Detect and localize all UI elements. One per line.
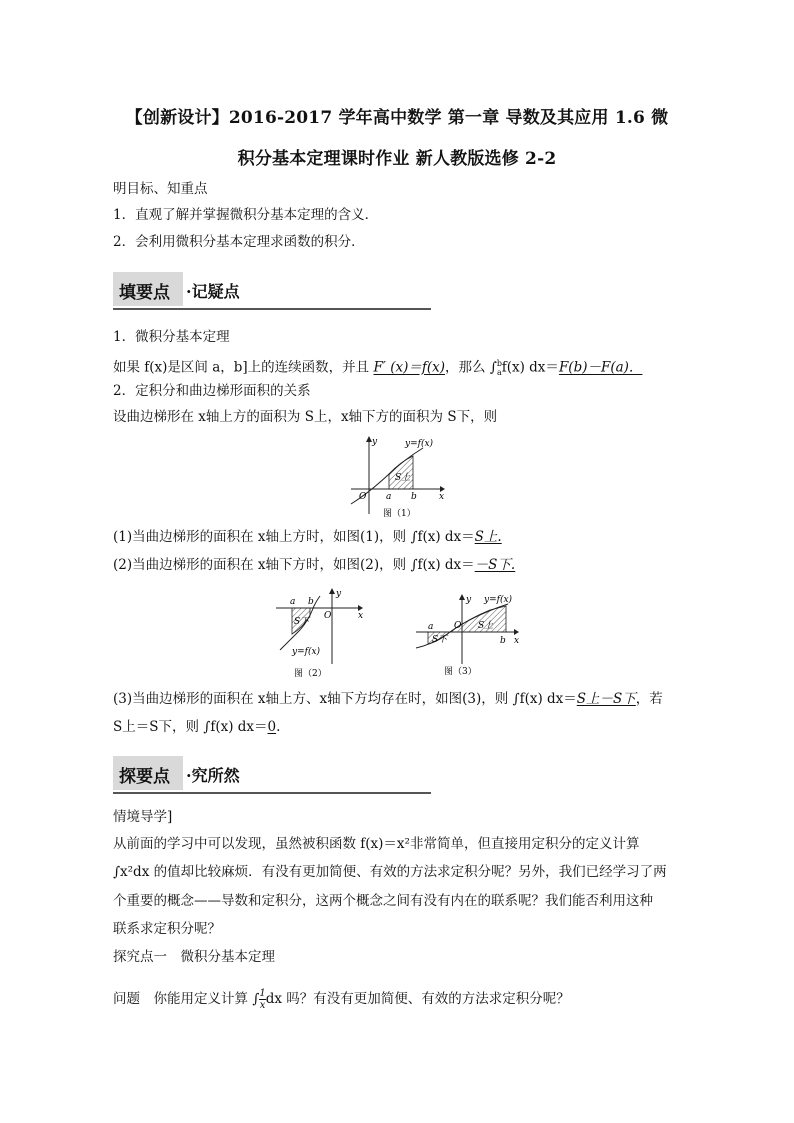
case3-blank-a: S上－S下 [576, 691, 636, 707]
case3-line-1 [113, 690, 663, 708]
goals-heading: 明目标、知重点 [113, 181, 208, 197]
case2-line [113, 556, 515, 574]
figure-caption: 图（2） [294, 669, 327, 679]
case3-text-a: (3)当曲边梯形的面积在 x轴上方、x轴下方均存在时，如图(3)，则 ∫f(x) dx＝ [113, 691, 577, 707]
part2-intro: 设曲边梯形在 x轴上方的面积为 S上，x轴下方的面积为 S下，则 [113, 409, 498, 425]
goal-item-1: 1．直观了解并掌握微积分基本定理的含义． [113, 207, 379, 223]
case1-line [113, 528, 502, 546]
figure-1 [345, 434, 450, 520]
part1-text-c: f(x) dx＝ [501, 359, 559, 376]
document-title-line1: 【创新设计】2016-2017 学年高中数学 第一章 导数及其应用 1.6 微 [125, 108, 669, 128]
curve-label: y=f(x) [484, 595, 513, 605]
section-rule [113, 792, 431, 794]
part1-integral-lower: a [496, 368, 502, 378]
a-label: a [428, 622, 434, 632]
b-label: b [308, 597, 314, 607]
fraction-numerator: 1 [259, 988, 266, 999]
figure-caption: 图（3） [444, 667, 477, 677]
area-label: S上 [395, 473, 411, 483]
b-label: b [411, 492, 417, 502]
b-label: b [500, 636, 506, 646]
part1-blank-2: F(b)－F(a)． [558, 359, 643, 376]
explore-heading: 探究点一 微积分基本定理 [113, 949, 275, 965]
question-text-b: dx 吗？有没有更加简便、有效的方法求定积分呢？ [265, 991, 570, 1007]
guide-paragraph-line-4: 联系求定积分呢？ [113, 921, 221, 937]
explore-question [113, 988, 570, 1011]
area-top-label: S上 [478, 621, 494, 631]
part1-statement [113, 355, 642, 382]
section-sub-label: ·究所然 [186, 766, 240, 785]
x-label: x [514, 636, 520, 646]
question-text-a: 问题 你能用定义计算 ∫ [113, 991, 260, 1007]
case1-blank: S上. [474, 529, 502, 545]
section-sub-label: ·记疑点 [186, 282, 240, 301]
figure-2 [270, 588, 370, 680]
part2-heading: 2．定积分和曲边梯形面积的关系 [113, 383, 311, 399]
case2-blank: －S下. [474, 557, 516, 573]
a-label: a [290, 597, 296, 607]
a-label: a [386, 492, 392, 502]
part1-blank-1: F′ (x)＝f(x) [373, 359, 445, 376]
guide-paragraph-line-2: ∫x²dx 的值却比较麻烦．有没有更加简便、有效的方法求定积分呢？另外，我们已经学习了两 [113, 864, 667, 880]
case3-text-c: S上＝S下，则 ∫f(x) dx＝ [113, 719, 268, 735]
x-label: x [439, 492, 445, 502]
area-bottom-label: S下 [432, 635, 448, 645]
case3-line-2 [113, 718, 280, 736]
figure-caption: 图（1） [383, 509, 416, 519]
y-label: y [372, 437, 378, 447]
guide-heading: 情境导学] [113, 809, 173, 825]
goal-item-2: 2．会利用微积分基本定理求函数的积分． [113, 234, 365, 250]
figure-3 [412, 592, 524, 680]
origin-label: O [359, 492, 367, 502]
guide-paragraph-line-3: 个重要的概念——导数和定积分，这两个概念之间有没有内在的联系呢？我们能否利用这种 [113, 893, 653, 909]
case1-text: (1)当曲边梯形的面积在 x轴上方时，如图(1)，则 ∫f(x) dx＝ [113, 529, 475, 545]
part1-heading: 1．微积分基本定理 [113, 329, 230, 345]
fraction-denominator: x [259, 1000, 266, 1011]
part1-text-b: ，那么 ∫ [445, 359, 497, 376]
case3-text-d: . [276, 719, 281, 735]
y-label: y [336, 589, 342, 599]
x-label: x [358, 611, 364, 621]
section-main-label: 探要点 [119, 767, 170, 787]
section-main-label: 填要点 [119, 283, 170, 303]
section-rule [113, 308, 431, 310]
guide-paragraph-line-1: 从前面的学习中可以发现，虽然被积函数 f(x)＝x²非常简单，但直接用定积分的定义计算 [113, 836, 640, 852]
origin-label: O [324, 611, 332, 621]
section-header-key-points [113, 272, 431, 310]
part1-text-a: 如果 f(x)是区间 a，b]上的连续函数，并且 [113, 359, 374, 376]
origin-label: O [454, 621, 462, 631]
case3-blank-c: 0 [267, 719, 277, 735]
document-title-line2: 积分基本定理课时作业 新人教版选修 2-2 [237, 149, 557, 169]
case3-text-b: ，若 [635, 691, 663, 707]
section-header-explore [113, 756, 431, 794]
curve-label: y=f(x) [292, 647, 321, 657]
area-label: S下 [294, 617, 310, 627]
y-label: y [466, 595, 472, 605]
part1-integral-upper: b [496, 359, 502, 368]
curve-label: y=f(x) [405, 439, 434, 449]
case2-text: (2)当曲边梯形的面积在 x轴下方时，如图(2)，则 ∫f(x) dx＝ [113, 557, 475, 573]
